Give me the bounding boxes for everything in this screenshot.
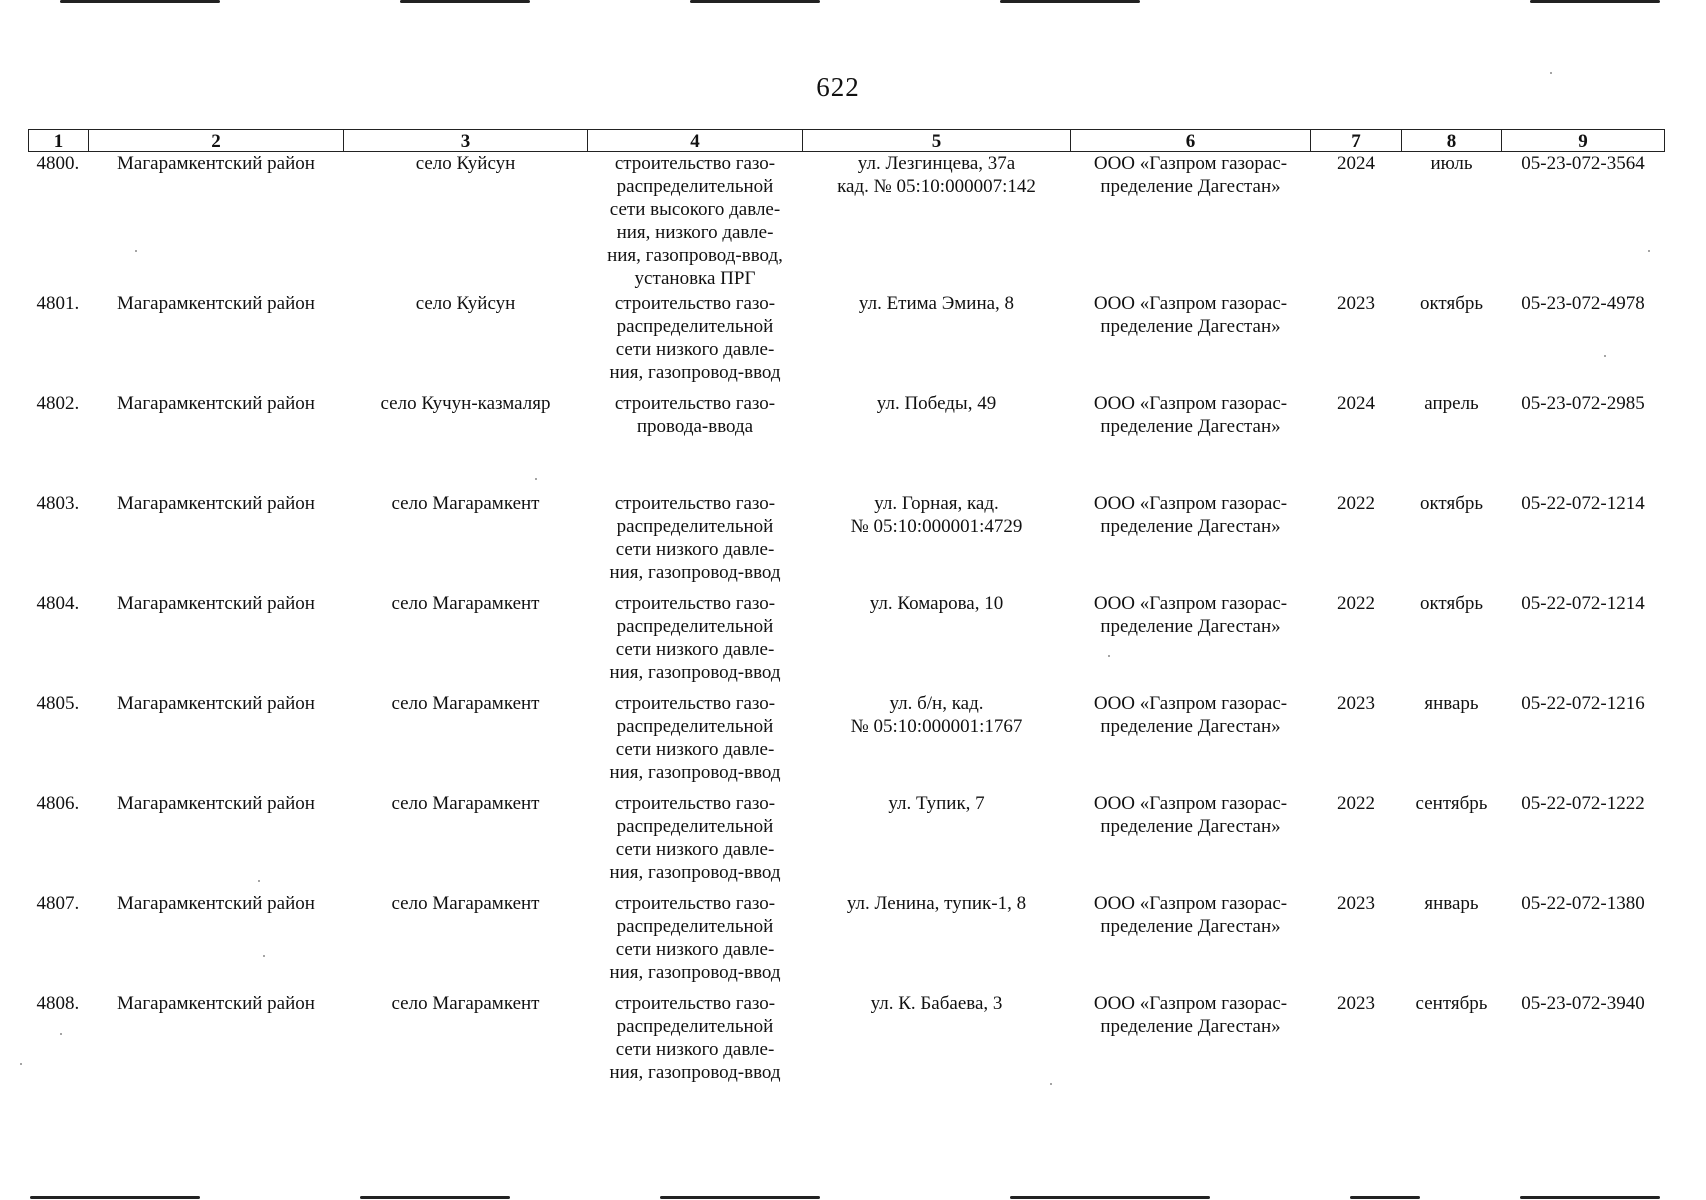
row-number: 4802. [36,392,80,414]
settlement-cell: село Куйсун [415,292,516,314]
settlement-cell: село Магарамкент [391,492,540,514]
month-cell: июль [1430,153,1473,174]
organization-cell: ООО «Газпром газорас- пределение Дагестан» [1093,692,1288,737]
settlement-cell: село Магарамкент [391,992,540,1014]
column-header-9: 9 [1502,130,1665,152]
table-row [29,292,1665,392]
work-description-cell: строительство газо- распределительной сети низкого давле- ния, газопровод-ввод [609,792,781,883]
row-number: 4800. [36,153,80,174]
scan-edge-top-1 [60,0,220,3]
district-cell: Магарамкентский район [117,592,315,614]
district-cell: Магарамкентский район [117,292,315,314]
code-cell: 05-23-072-3940 [1521,992,1645,1014]
work-description-cell: строительство газо- распределительной сети низкого давле- ния, газопровод-ввод [609,292,781,383]
code-cell: 05-23-072-3564 [1521,153,1645,174]
settlement-cell: село Магарамкент [391,792,540,814]
scan-edge-bottom-4 [1010,1196,1210,1199]
organization-cell: ООО «Газпром газорас- пределение Дагестан» [1093,792,1288,837]
table-row [29,892,1665,992]
district-cell: Магарамкентский район [117,992,315,1014]
month-cell: апрель [1424,392,1479,414]
scan-speck [20,1063,22,1065]
row-number: 4805. [36,692,80,714]
year-cell: 2022 [1337,492,1375,514]
district-cell: Магарамкентский район [117,792,315,814]
scan-edge-top-5 [1530,0,1660,3]
table-row [29,792,1665,892]
row-number: 4803. [36,492,80,514]
table-row [29,692,1665,792]
scan-edge-top-3 [690,0,820,3]
code-cell: 05-23-072-4978 [1521,292,1645,314]
year-cell: 2022 [1337,592,1375,614]
table-row [29,392,1665,492]
scan-edge-bottom-1 [30,1196,200,1199]
address-cell: ул. Комарова, 10 [869,592,1004,614]
organization-cell: ООО «Газпром газорас- пределение Дагестан» [1093,992,1288,1037]
month-cell: январь [1424,692,1479,714]
row-number: 4808. [36,992,80,1014]
organization-cell: ООО «Газпром газорас- пределение Дагестан» [1093,292,1288,337]
organization-cell: ООО «Газпром газорас- пределение Дагестан» [1093,392,1288,437]
header-row [29,130,1665,152]
address-cell: ул. К. Бабаева, 3 [870,992,1003,1014]
district-cell: Магарамкентский район [117,692,315,714]
district-cell: Магарамкентский район [117,153,315,174]
year-cell: 2024 [1337,153,1375,174]
settlement-cell: село Магарамкент [391,892,540,914]
address-cell: ул. Горная, кад. № 05:10:000001:4729 [850,492,1023,537]
row-number: 4801. [36,292,80,314]
district-cell: Магарамкентский район [117,392,315,414]
table-body [29,152,1665,1092]
column-header-3: 3 [344,130,588,152]
address-cell: ул. Ленина, тупик-1, 8 [846,892,1027,914]
year-cell: 2024 [1337,392,1375,414]
scan-edge-bottom-6 [1520,1196,1660,1199]
table-header [29,130,1665,152]
row-number: 4804. [36,592,80,614]
code-cell: 05-22-072-1214 [1521,592,1645,614]
year-cell: 2023 [1337,992,1375,1014]
address-cell: ул. б/н, кад. № 05:10:000001:1767 [850,692,1023,737]
work-description-cell: строительство газо- распределительной сети низкого давле- ния, газопровод-ввод [609,492,781,583]
code-cell: 05-22-072-1216 [1521,692,1645,714]
table-row [29,492,1665,592]
district-cell: Магарамкентский район [117,892,315,914]
organization-cell: ООО «Газпром газорас- пределение Дагестан» [1093,592,1288,637]
code-cell: 05-22-072-1214 [1521,492,1645,514]
work-description-cell: строительство газо- распределительной сети низкого давле- ния, газопровод-ввод [609,692,781,783]
table-row [29,152,1665,292]
column-header-4: 4 [588,130,803,152]
work-description-cell: строительство газо- распределительной сети низкого давле- ния, газопровод-ввод [609,592,781,683]
year-cell: 2023 [1337,292,1375,314]
settlement-cell: село Магарамкент [391,592,540,614]
code-cell: 05-22-072-1380 [1521,892,1645,914]
table-row [29,592,1665,692]
district-cell: Магарамкентский район [117,492,315,514]
settlement-cell: село Кучун-казмаляр [380,392,551,414]
row-number: 4806. [36,792,80,814]
month-cell: октябрь [1419,592,1484,614]
settlement-cell: село Куйсун [415,153,516,174]
month-cell: январь [1424,892,1479,914]
registry-table [28,129,1665,1092]
month-cell: октябрь [1419,492,1484,514]
work-description-cell: строительство газо- распределительной сети низкого давле- ния, газопровод-ввод [609,892,781,983]
scan-edge-bottom-3 [660,1196,820,1199]
address-cell: ул. Лезгинцева, 37а кад. № 05:10:000007:142 [837,153,1036,197]
month-cell: октябрь [1419,292,1484,314]
column-header-7: 7 [1311,130,1402,152]
column-header-6: 6 [1071,130,1311,152]
code-cell: 05-22-072-1222 [1521,792,1645,814]
scan-edge-bottom-5 [1350,1196,1420,1199]
settlement-cell: село Магарамкент [391,692,540,714]
organization-cell: ООО «Газпром газорас- пределение Дагестан» [1093,492,1288,537]
year-cell: 2022 [1337,792,1375,814]
scan-edge-bottom-2 [360,1196,510,1199]
page-number: 622 [816,72,860,102]
work-description-cell: строительство газо- провода-ввода [614,392,776,437]
row-number: 4807. [36,892,80,914]
table-row [29,992,1665,1092]
column-header-2: 2 [89,130,344,152]
work-description-cell: строительство газо- распределительной сети низкого давле- ния, газопровод-ввод [609,992,781,1083]
column-header-8: 8 [1402,130,1502,152]
organization-cell: ООО «Газпром газорас- пределение Дагестан» [1093,153,1288,197]
year-cell: 2023 [1337,892,1375,914]
scan-edge-top-2 [400,0,530,3]
work-description-cell: строительство газо- распределительной сети высокого давле- ния, низкого давле- ния, газопровод-ввод, установка ПРГ [607,153,783,289]
year-cell: 2023 [1337,692,1375,714]
month-cell: сентябрь [1415,792,1488,814]
scan-edge-top-4 [1000,0,1140,3]
column-header-1: 1 [29,130,89,152]
address-cell: ул. Тупик, 7 [888,792,985,814]
code-cell: 05-23-072-2985 [1521,392,1645,414]
organization-cell: ООО «Газпром газорас- пределение Дагестан» [1093,892,1288,937]
column-header-5: 5 [803,130,1071,152]
address-cell: ул. Етима Эмина, 8 [858,292,1015,314]
address-cell: ул. Победы, 49 [876,392,997,414]
month-cell: сентябрь [1415,992,1488,1014]
